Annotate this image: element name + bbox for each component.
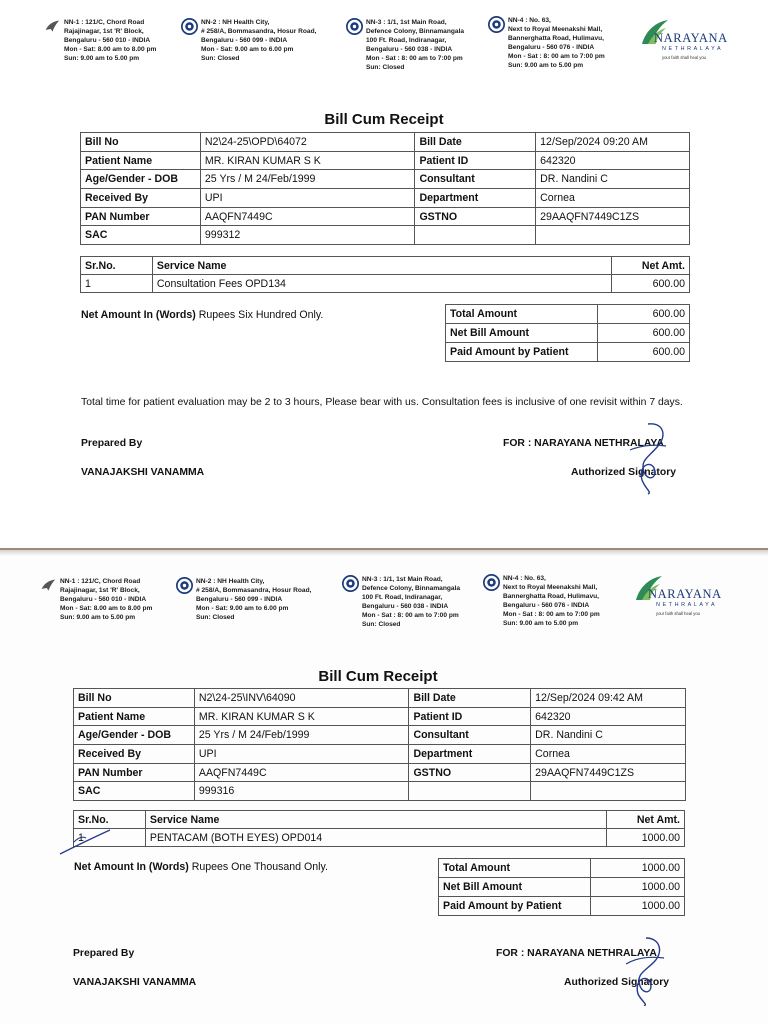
prepared-by-name: VANAJAKSHI VANAMMA [73,977,197,988]
patient-name-label: Patient Name [81,151,201,170]
table-row [74,829,685,847]
bill-no-label: Bill No [74,689,195,708]
received-by-value: UPI [200,189,415,208]
pan-label: PAN Number [74,763,195,782]
patient-id-label: Patient ID [409,707,531,726]
bird-logo-icon [44,18,61,35]
table-row [81,151,690,170]
net-bill-amount-value: 600.00 [597,324,689,343]
service-table [73,810,685,847]
bill-info-table [73,688,686,801]
department-value: Cornea [536,189,690,208]
patient-id-value: 642320 [536,151,690,170]
paid-amount-value: 600.00 [597,343,689,362]
received-by-label: Received By [74,745,195,764]
paid-amount-value: 1000.00 [590,897,684,916]
sr-no-cell: 1 [81,275,153,293]
branch-nn4: NN-4 : No. 63, Next to Royal Meenakshi Mall, Bannerghatta Road, Hulimavu, Bengaluru - 560 076 - INDIA Mon - Sat : 8: 00 am to 7:00 pm Sun: 9.00 am to 5.00 pm [503,574,600,629]
table-row [74,745,686,764]
gstno-label: GSTNO [415,207,536,226]
bill-no-label: Bill No [81,133,201,152]
pan-label: PAN Number [81,207,201,226]
consultant-value: DR. Nandini C [531,726,686,745]
service-name-header: Service Name [152,257,611,275]
totals-table [445,304,690,362]
net-amt-header: Net Amt. [607,811,685,829]
pan-value: AAQFN7449C [200,207,415,226]
table-row [81,170,690,189]
patient-name-value: MR. KIRAN KUMAR S K [194,707,409,726]
table-row [81,207,690,226]
net-words-value: Rupees Six Hundred Only. [198,309,324,321]
table-row [446,343,690,362]
table-row [439,897,685,916]
bill-date-value: 12/Sep/2024 09:20 AM [536,133,690,152]
table-row [81,189,690,208]
branch-nn3: NN-3 : 1/1, 1st Main Road, Defence Colony, Binnamangala 100 Ft. Road, Indiranagar, Bengaluru - 560 038 - INDIA Mon - Sat : 8: 00 am to 7:00 pm Sun: Closed [362,575,460,630]
table-row [74,782,686,801]
table-row [446,305,690,324]
total-amount-label: Total Amount [446,305,598,324]
sac-value: 999316 [194,782,409,801]
eye-hospital-logo-icon [488,16,505,33]
narayana-nethralaya-logo: NARAYANA NETHRALAYA your faith shall heal you [640,18,736,68]
consultant-label: Consultant [415,170,536,189]
net-amt-cell: 600.00 [612,275,690,293]
empty-cell [409,782,531,801]
bill-date-label: Bill Date [415,133,536,152]
paid-amount-label: Paid Amount by Patient [446,343,598,362]
bird-logo-icon [40,577,57,594]
empty-cell [536,226,690,245]
table-row [439,878,685,897]
sr-no-header: Sr.No. [74,811,146,829]
table-row [446,324,690,343]
authorized-signatory-label: Authorized Signatory [571,467,677,478]
received-by-value: UPI [194,745,409,764]
sac-value: 999312 [200,226,415,245]
net-words-value: Rupees One Thousand Only. [191,861,328,873]
age-gender-label: Age/Gender - DOB [81,170,201,189]
service-name-cell: Consultation Fees OPD134 [152,275,611,293]
eye-hospital-logo-icon [346,18,363,35]
eye-hospital-logo-icon [342,575,359,592]
authorized-signatory-label: Authorized Signatory [564,977,670,988]
department-label: Department [415,189,536,208]
table-header-row [81,257,690,275]
table-row [74,763,686,782]
branch-nn2: NN-2 : NH Health City, # 258/A, Bommasandra, Hosur Road, Bengaluru - 560 099 - INDIA Mon - Sat: 9.00 am to 6.00 pm Sun: Closed [201,18,316,63]
paid-amount-label: Paid Amount by Patient [439,897,591,916]
total-amount-value: 1000.00 [590,859,684,878]
prepared-by-label: Prepared By [81,438,143,449]
table-row [74,707,686,726]
sr-no-cell: 1 [74,829,146,847]
eye-hospital-logo-icon [176,577,193,594]
net-amt-cell: 1000.00 [607,829,685,847]
empty-cell [415,226,536,245]
branch-nn3: NN-3 : 1/1, 1st Main Road, Defence Colony, Binnamangala 100 Ft. Road, Indiranagar, Bengaluru - 560 038 - INDIA Mon - Sat : 8: 00 am to 7:00 pm Sun: Closed [366,18,464,73]
table-row [81,133,690,152]
table-row [81,275,690,293]
age-gender-value: 25 Yrs / M 24/Feb/1999 [200,170,415,189]
consultant-value: DR. Nandini C [536,170,690,189]
net-bill-amount-value: 1000.00 [590,878,684,897]
sac-label: SAC [81,226,201,245]
totals-table [438,858,685,916]
age-gender-label: Age/Gender - DOB [74,726,195,745]
sac-label: SAC [74,782,195,801]
bill-date-value: 12/Sep/2024 09:42 AM [531,689,686,708]
patient-id-value: 642320 [531,707,686,726]
amount-in-words [74,861,328,873]
consultant-label: Consultant [409,726,531,745]
net-bill-amount-label: Net Bill Amount [446,324,598,343]
net-words-label: Net Amount In (Words) [74,861,189,873]
branch-nn2: NN-2 : NH Health City, # 258/A, Bommasandra, Hosur Road, Bengaluru - 560 099 - INDIA Mon - Sat: 9.00 am to 6.00 pm Sun: Closed [196,577,311,622]
net-words-label: Net Amount In (Words) [81,309,196,321]
amount-in-words [81,309,323,321]
total-amount-label: Total Amount [439,859,591,878]
table-row [74,726,686,745]
patient-name-label: Patient Name [74,707,195,726]
net-amt-header: Net Amt. [612,257,690,275]
patient-name-value: MR. KIRAN KUMAR S K [200,151,415,170]
patient-id-label: Patient ID [415,151,536,170]
prepared-by-label: Prepared By [73,948,135,959]
receipt-title: Bill Cum Receipt [324,111,444,128]
pen-tick-mark [58,820,114,856]
for-org-label: FOR : NARAYANA NETHRALAYA [503,438,664,449]
table-header-row [74,811,685,829]
bill-info-table [80,132,690,245]
eye-hospital-logo-icon [483,574,500,591]
gstno-label: GSTNO [409,763,531,782]
handwritten-signature [618,934,674,1006]
sr-no-header: Sr.No. [81,257,153,275]
service-name-cell: PENTACAM (BOTH EYES) OPD014 [145,829,606,847]
bill-date-label: Bill Date [409,689,531,708]
table-row [81,226,690,245]
receipt-title: Bill Cum Receipt [318,668,438,685]
for-org-label: FOR : NARAYANA NETHRALAYA [496,948,657,959]
paper-edge [0,550,768,556]
total-amount-value: 600.00 [597,305,689,324]
evaluation-note: Total time for patient evaluation may be 2 to 3 hours, Please bear with us. Consultation fees is inclusive of one revisit within 7 days. [81,397,683,408]
empty-cell [531,782,686,801]
service-name-header: Service Name [145,811,606,829]
service-table [80,256,690,293]
table-row [439,859,685,878]
received-by-label: Received By [81,189,201,208]
narayana-nethralaya-logo: NARAYANA NETHRALAYA your faith shall heal you [634,574,730,624]
net-bill-amount-label: Net Bill Amount [439,878,591,897]
eye-hospital-logo-icon [181,18,198,35]
department-label: Department [409,745,531,764]
pan-value: AAQFN7449C [194,763,409,782]
receipt-2 [0,548,768,1024]
prepared-by-name: VANAJAKSHI VANAMMA [81,467,205,478]
branch-nn4: NN-4 : No. 63, Next to Royal Meenakshi Mall, Bannerghatta Road, Hulimavu, Bengaluru - 560 076 - INDIA Mon - Sat : 8: 00 am to 7:00 pm Sun: 9.00 am to 5.00 pm [508,16,605,71]
bill-no-value: N2\24-25\OPD\64072 [200,133,415,152]
age-gender-value: 25 Yrs / M 24/Feb/1999 [194,726,409,745]
bill-no-value: N2\24-25\INV\64090 [194,689,409,708]
gstno-value: 29AAQFN7449C1ZS [536,207,690,226]
branch-nn1: NN-1 : 121/C, Chord Road Rajajinagar, 1st 'R' Block, Bengaluru - 560 010 - INDIA Mon - Sat: 8.00 am to 8.00 pm Sun: 9.00 am to 5.00 pm [60,577,152,622]
table-row [74,689,686,708]
branch-nn1: NN-1 : 121/C, Chord Road Rajajinagar, 1st 'R' Block, Bengaluru - 560 010 - INDIA Mon - Sat: 8.00 am to 8.00 pm Sun: 9.00 am to 5.00 pm [64,18,156,63]
handwritten-signature [618,420,680,496]
department-value: Cornea [531,745,686,764]
gstno-value: 29AAQFN7449C1ZS [531,763,686,782]
